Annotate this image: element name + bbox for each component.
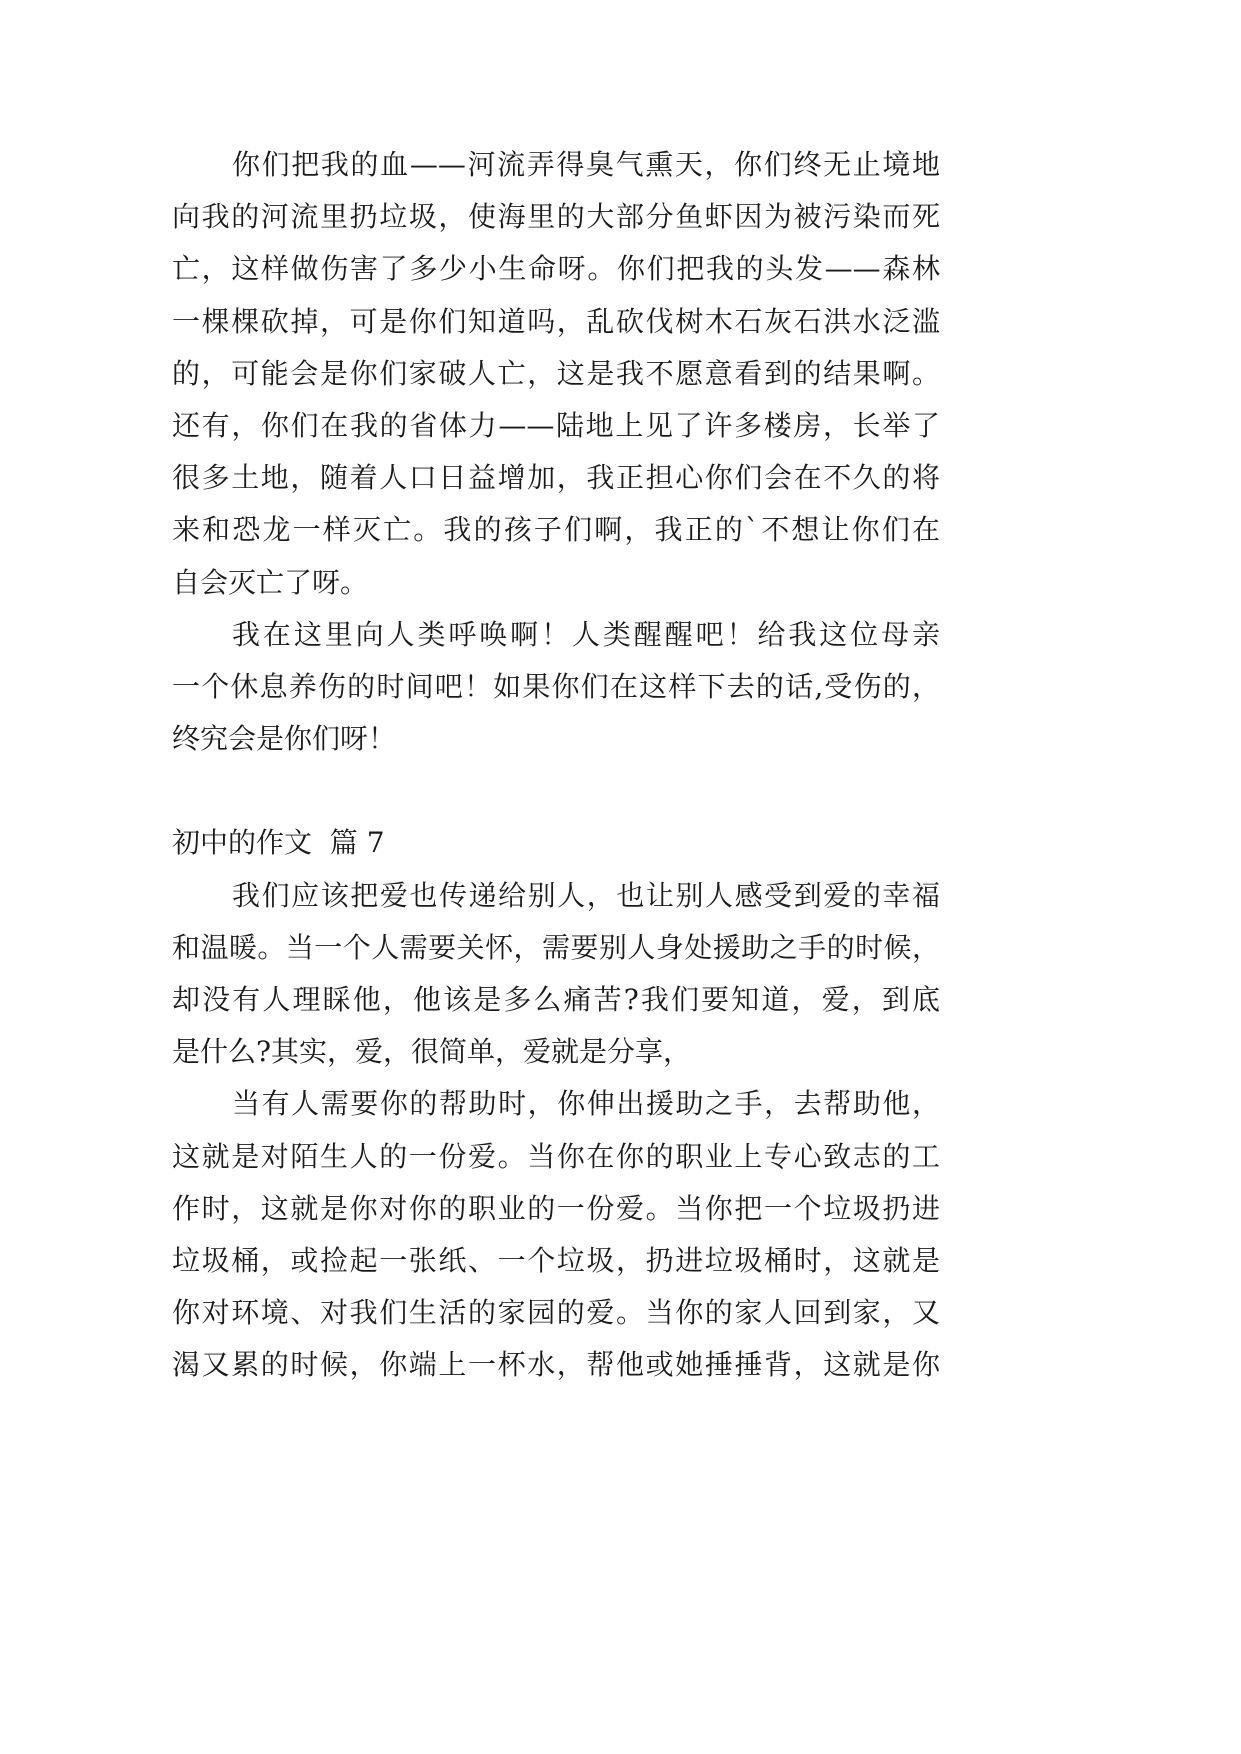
paragraph-acts-of-love (172, 1078, 940, 1391)
text-line: 你们把我的血——河流弄得臭气熏天，你们终无止境地 (232, 148, 940, 181)
paragraph-call-to-humanity (172, 609, 940, 766)
text-line: 我在这里向人类呼唤啊！人类醒醒吧！给我这位母亲 (232, 617, 940, 651)
text-line: 渴又累的时候，你端上一杯水，帮他或她捶捶背，这就是你 (172, 1348, 940, 1382)
text-line: 终究会是你们呀！ (172, 722, 397, 756)
text-line: 很多土地，随着人口日益增加，我正担心你们会在不久的将 (172, 461, 940, 495)
text-line: 垃圾桶，或捡起一张纸、一个垃圾，扔进垃圾桶时，这就是 (172, 1243, 940, 1277)
text-line: 和温暖。当一个人需要关怀，需要别人身处援助之手的时候， (172, 930, 940, 964)
text-line: 一棵棵砍掉，可是你们知道吗，乱砍伐树木石灰石洪水泛滥 (172, 304, 940, 338)
text-line: 亡，这样做伤害了多少小生命呀。你们把我的头发——森林 (172, 252, 940, 286)
text-line: 自会灭亡了呀。 (172, 565, 369, 599)
text-line: 这就是对陌生人的一份爱。当你在你的职业上专心致志的工 (172, 1139, 940, 1173)
paragraph-spacer (172, 765, 940, 817)
text-line: 你对环境、对我们生活的家园的爱。当你的家人回到家，又 (172, 1296, 940, 1330)
text-line: 来和恐龙一样灭亡。我的孩子们啊，我正的`不想让你们在 (172, 513, 940, 547)
text-line: 当有人需要你的帮助时，你伸出援助之手，去帮助他， (232, 1087, 940, 1121)
paragraph-sharing-love (172, 870, 940, 1079)
text-line: 一个休息养伤的时间吧！如果你们在这样下去的话,受伤的， (172, 669, 940, 703)
text-line: 我们应该把爱也传递给别人，也让别人感受到爱的幸福 (232, 878, 940, 912)
document-body (172, 139, 940, 1392)
paragraph-mother-earth (172, 139, 940, 609)
text-line: 却没有人理睬他，他该是多么痛苦?我们要知道，爱，到底 (172, 983, 940, 1016)
text-line: 的，可能会是你们家破人亡，这是我不愿意看到的结果啊。 (172, 356, 940, 390)
text-line: 是什么?其实，爱，很简单，爱就是分享， (172, 1035, 692, 1069)
text-line: 还有，你们在我的省体力——陆地上见了许多楼房，长举了 (172, 408, 940, 442)
text-line: 作时，这就是你对你的职业的一份爱。当你把一个垃圾扔进 (172, 1191, 940, 1225)
section-heading: 初中的作文 篇 7 (172, 826, 385, 860)
text-line: 向我的河流里扔垃圾，使海里的大部分鱼虾因为被污染而死 (172, 200, 940, 234)
